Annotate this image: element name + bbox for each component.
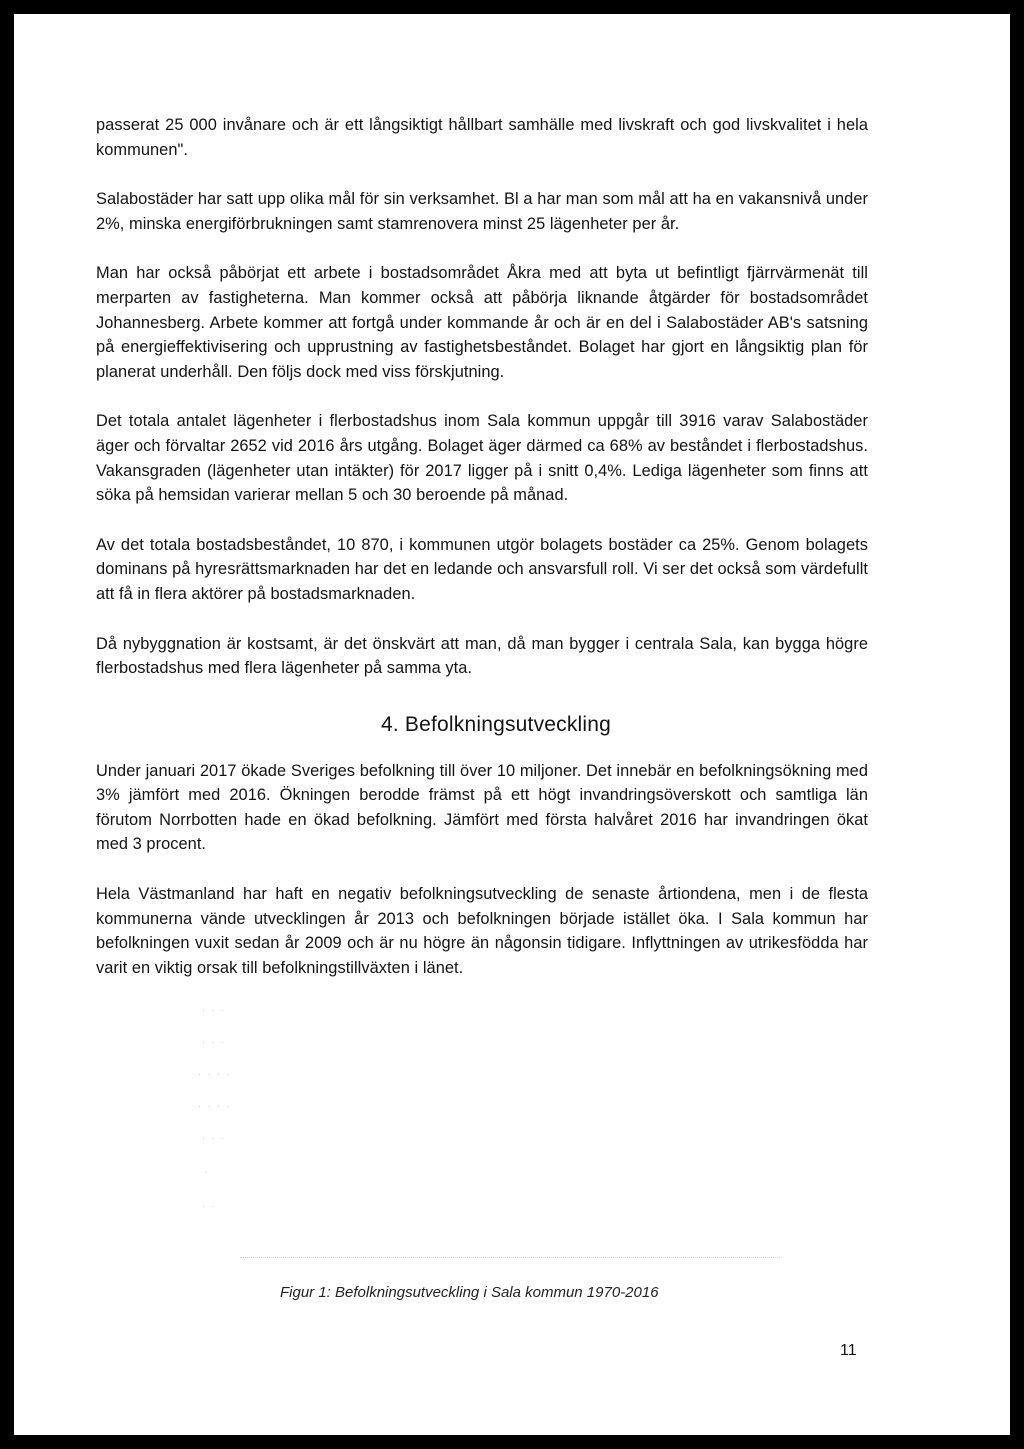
paragraph-new-construction: Då nybyggnation är kostsamt, är det önskvärt att man, då man bygger i centrala Sala, kan bygga högre flerbostadshus med flera lägenheter på samma yta. bbox=[96, 634, 868, 678]
paragraph-continuation: passerat 25 000 invånare och är ett långsiktigt hållbart samhälle med livskraft och god livskvalitet i hela kommunen". bbox=[96, 116, 868, 159]
faint-axis-tick: · bbox=[204, 1167, 209, 1177]
figure-caption: Figur 1: Befolkningsutveckling i Sala kommun 1970-2016 bbox=[280, 1284, 659, 1301]
faint-axis-tick: · · · bbox=[202, 1005, 226, 1015]
section-heading: 4. Befolkningsutveckling bbox=[380, 712, 612, 736]
paragraph-akra-district-heating: Man har också påbörjat ett arbete i bostadsområdet Åkra med att byta ut befintligt fjärrvärmenät till merparten av fastigheterna. Man kommer också att påbörja liknande åtgärder för bostadsområdet Johannesberg. Arbete kommer att fortgå under kommande år och är en del i Salabostäder AB's satsning på energieffektivisering och upprustning av fastighetsbeståndet. Bolaget har gjort en långsiktig plan för planerat underhåll. Den följs dock med viss förskjutning. bbox=[96, 264, 868, 381]
page-number: 11 bbox=[840, 1342, 857, 1359]
faint-axis-tick: · · · · bbox=[198, 1101, 232, 1111]
faint-axis-tick: · · · bbox=[202, 1037, 226, 1047]
faint-axis-tick: · · · · bbox=[198, 1069, 232, 1079]
paragraph-apartment-stock: Det totala antalet lägenheter i flerbostadshus inom Sala kommun uppgår till 3916 varav Salabostäder äger och förvaltar 2652 vid 2016 års utgång. Bolaget äger därmed ca 68% av beståndet i flerbostadshus. Vakansgraden (lägenheter utan intäkter) för 2017 ligger på i snitt 0,4%. Lediga lägenheter som finns att söka på hemsidan varierar mellan 5 och 30 beroende på månad. bbox=[96, 412, 868, 505]
paragraph-sweden-population: Under januari 2017 ökade Sveriges befolkning till över 10 miljoner. Det innebär en befolkningsökning med 3% jämfört med 2016. Ökningen berodde främst på ett högt invandringsöverskott och samtliga län förutom Norrbotten hade en ökad befolkning. Jämfört med första halvåret 2016 har invandringen ökat med 3 procent. bbox=[96, 761, 868, 854]
figure-population-chart-faded bbox=[170, 995, 790, 1275]
faint-axis-tick: · · · bbox=[202, 1133, 226, 1143]
faint-x-axis bbox=[240, 1257, 780, 1258]
paragraph-housing-share: Av det totala bostadsbeståndet, 10 870, i kommunen utgör bolagets bostäder ca 25%. Genom bolagets dominans på hyresrättsmarknaden har det en ledande och ansvarsfull roll. Vi ser det också som värdefullt att få in flera aktörer på bostadsmarknaden. bbox=[96, 535, 868, 603]
paragraph-salabostader-goals: Salabostäder har satt upp olika mål för sin verksamhet. Bl a har man som mål att ha en vakansnivå under 2%, minska energiförbrukningen samt stamrenovera minst 25 lägenheter per år. bbox=[96, 190, 868, 233]
document-body bbox=[96, 113, 868, 980]
faint-axis-tick: · · bbox=[202, 1201, 217, 1211]
paragraph-vastmanland-population: Hela Västmanland har haft en negativ befolkningsutveckling de senaste årtiondena, men i de flesta kommunerna vände utvecklingen år 2013 och befolkningen började istället öka. I Sala kommun har befolkningen vuxit sedan år 2009 och är nu högre än någonsin tidigare. Inflyttningen av utrikesfödda har varit en viktig orsak till befolkningstillväxten i länet. bbox=[96, 885, 868, 977]
